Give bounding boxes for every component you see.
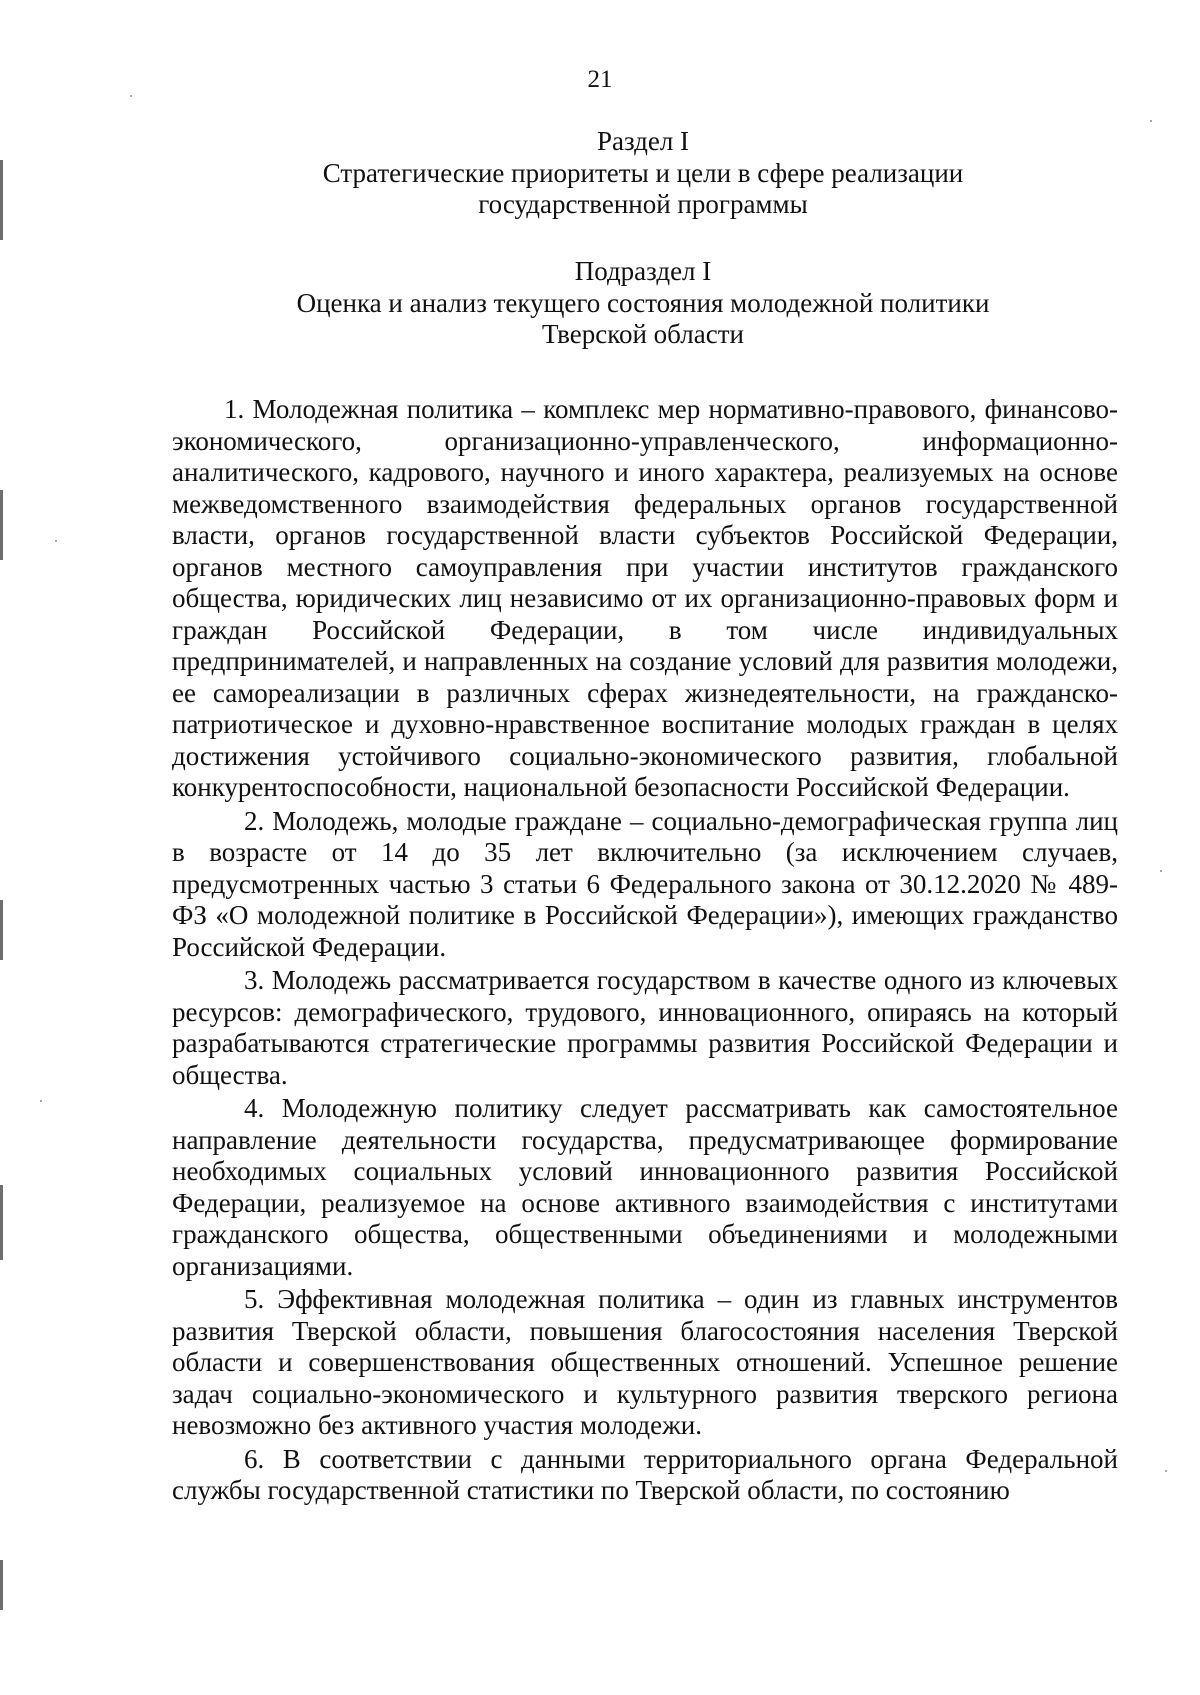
scan-margin-line <box>0 490 3 560</box>
paragraph-4: 4. Молодежную политику следует рассматривать как самостоятельное направление деятельности государства, предусматривающее формирование необходимых социальных условий инновационного развития Российской Федерации, реализуемое на основе активного взаимодействия с институтами гражданского общества, общественными объединениями и молодежными организациями. <box>172 1093 1118 1281</box>
subsection-label: Подраздел I <box>574 256 712 286</box>
scan-speck <box>1160 870 1162 872</box>
section-title-line: Стратегические приоритеты и цели в сфере реализации <box>322 157 964 188</box>
scan-speck <box>40 1100 42 1102</box>
scan-margin-line <box>0 1560 3 1610</box>
scan-speck <box>1150 120 1152 122</box>
paragraph-5: 5. Эффективная молодежная политика – один из главных инструментов развития Тверской области, повышения благосостояния населения Тверской области и совершенствования общественных отношений. Успешное решение задач социально-экономического и культурного развития тверского региона невозможно без активного участия молодежи. <box>172 1284 1118 1440</box>
subsection-title-line: Оценка и анализ текущего состояния молодежной политики <box>296 287 990 318</box>
paragraph-1: 1. Молодежная политика – комплекс мер нормативно-правового, финансово-экономического, организационно-управленческого, информационно-аналитического, кадрового, научного и иного характера, реализуемых на основе межведомственного взаимодействия федеральных органов государственной власти, органов государственной власти субъектов Российской Федерации, органов местного самоуправления при участии институтов гражданского общества, юридических лиц независимо от их организационно-правовых форм и граждан Российской Федерации, в том числе индивидуальных предпринимателей, и направленных на создание условий для развития молодежи, ее самореализации в различных сферах жизнедеятельности, на гражданско-патриотическое и духовно-нравственное воспитание молодых граждан в целях достижения устойчивого социально-экономического развития, глобальной конкурентоспособности, национальной безопасности Российской Федерации. <box>172 394 1118 802</box>
scan-margin-line <box>0 1185 3 1260</box>
paragraph-6: 6. В соответствии с данными территориального органа Федеральной службы государственной статистики по Тверской области, по состоянию <box>172 1443 1118 1505</box>
scan-speck <box>1165 1470 1167 1472</box>
page-number: 21 <box>587 66 613 93</box>
scan-margin-line <box>0 900 3 960</box>
section-heading <box>170 126 1116 221</box>
section-title-line: государственной программы <box>478 189 808 219</box>
section-label: Раздел I <box>596 126 690 156</box>
subsection-title-line: Тверской области <box>542 319 744 349</box>
paragraph-2: 2. Молодежь, молодые граждане – социально-демографическая группа лиц в возрасте от 14 до 35 лет включительно (за исключением случаев, предусмотренных частью 3 статьи 6 Федерального закона от 30.12.2020 № 489-ФЗ «О молодежной политике в Российской Федерации»), имеющих гражданство Российской Федерации. <box>172 805 1118 962</box>
document-body <box>172 394 1118 1509</box>
scan-margin-line <box>0 160 3 240</box>
subsection-heading <box>170 256 1116 351</box>
paragraph-3: 3. Молодежь рассматривается государством в качестве одного из ключевых ресурсов: демографического, трудового, инновационного, опираясь на который разрабатываются стратегические программы развития Российской Федерации и общества. <box>172 965 1118 1090</box>
scan-speck <box>55 540 57 542</box>
